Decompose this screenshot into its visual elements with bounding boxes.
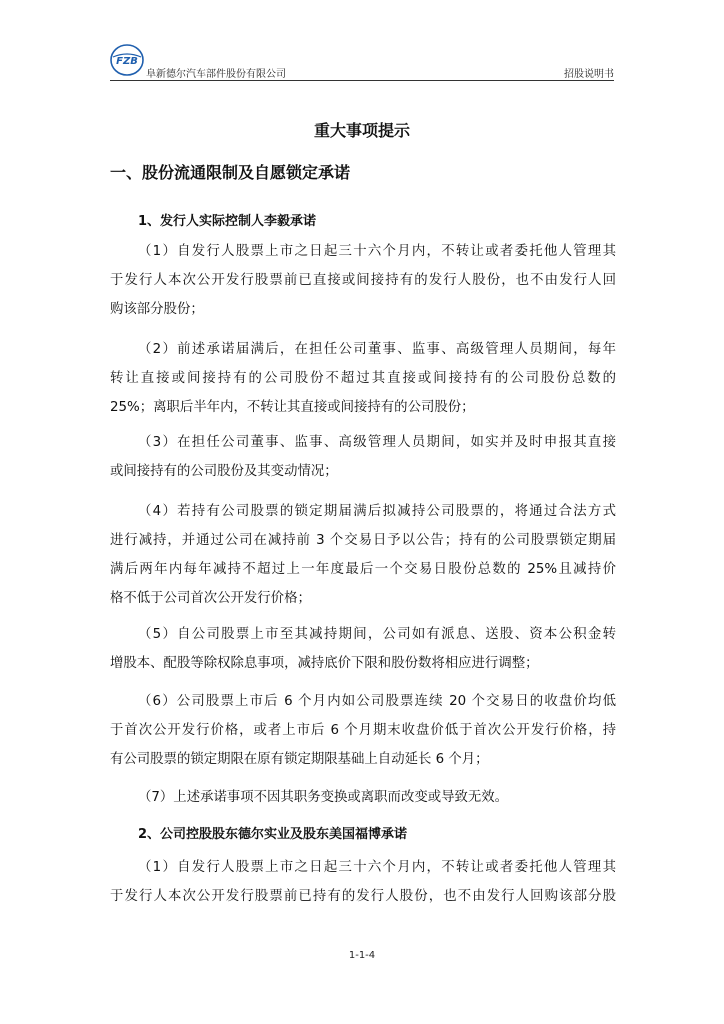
paragraph-line: （5）自公司股票上市至其减持期间，公司如有派息、送股、资本公积金转 — [138, 627, 616, 642]
paragraph-line: 25%；离职后半年内，不转让其直接或间接持有的公司股份； — [110, 400, 475, 415]
subsection-heading-2: 2、公司控股股东德尔实业及股东美国福博承诺 — [138, 827, 408, 842]
company-name: 阜新德尔汽车部件股份有限公司 — [146, 69, 286, 80]
company-logo — [110, 43, 144, 77]
section-heading: 一、股份流通限制及自愿锁定承诺 — [110, 163, 351, 182]
paragraph-line: （1）自发行人股票上市之日起三十六个月内，不转让或者委托他人管理其 — [138, 244, 616, 259]
logo-text: FZB — [116, 56, 138, 67]
header-rule — [110, 80, 614, 81]
page-header — [110, 40, 614, 82]
paragraph-line: 满后两年内每年减持不超过上一年度最后一个交易日股份总数的 25%且减持价 — [110, 562, 616, 577]
paragraph-line: 于发行人本次公开发行股票前已持有的发行人股份，也不由发行人回购该部分股 — [110, 889, 616, 904]
page-title: 重大事项提示 — [313, 121, 410, 140]
paragraph-line: 格不低于公司首次公开发行价格； — [110, 591, 311, 606]
document-type: 招股说明书 — [564, 69, 614, 80]
paragraph-line: （7）上述承诺事项不因其职务变换或离职而改变或导致无效。 — [138, 790, 509, 805]
paragraph-line: （4）若持有公司股票的锁定期届满后拟减持公司股票的，将通过合法方式 — [138, 504, 616, 519]
paragraph-line: （1）自发行人股票上市之日起三十六个月内，不转让或者委托他人管理其 — [138, 860, 616, 875]
paragraph-line: 于发行人本次公开发行股票前已直接或间接持有的发行人股份，也不由发行人回 — [110, 273, 616, 288]
paragraph-line: 购该部分股份； — [110, 302, 204, 317]
paragraph-line: 转让直接或间接持有的公司股份不超过其直接或间接持有的公司股份总数的 — [110, 371, 616, 386]
page-number: 1-1-4 — [348, 950, 376, 961]
paragraph-line: （6）公司股票上市后 6 个月内如公司股票连续 20 个交易日的收盘价均低 — [138, 694, 616, 709]
paragraph-line: （3）在担任公司董事、监事、高级管理人员期间，如实并及时申报其直接 — [138, 435, 616, 450]
paragraph-line: （2）前述承诺届满后，在担任公司董事、监事、高级管理人员期间，每年 — [138, 342, 616, 357]
paragraph-line: 进行减持，并通过公司在减持前 3 个交易日予以公告；持有的公司股票锁定期届 — [110, 533, 616, 548]
paragraph-line: 有公司股票的锁定期限在原有锁定期限基础上自动延长 6 个月； — [110, 752, 489, 767]
subsection-heading-1: 1、发行人实际控制人李毅承诺 — [138, 214, 317, 229]
paragraph-line: 增股本、配股等除权除息事项，减持底价下限和股份数将相应进行调整； — [110, 656, 539, 671]
paragraph-line: 或间接持有的公司股份及其变动情况； — [110, 464, 338, 479]
paragraph-line: 于首次公开发行价格，或者上市后 6 个月期末收盘价低于首次公开发行价格，持 — [110, 723, 616, 738]
